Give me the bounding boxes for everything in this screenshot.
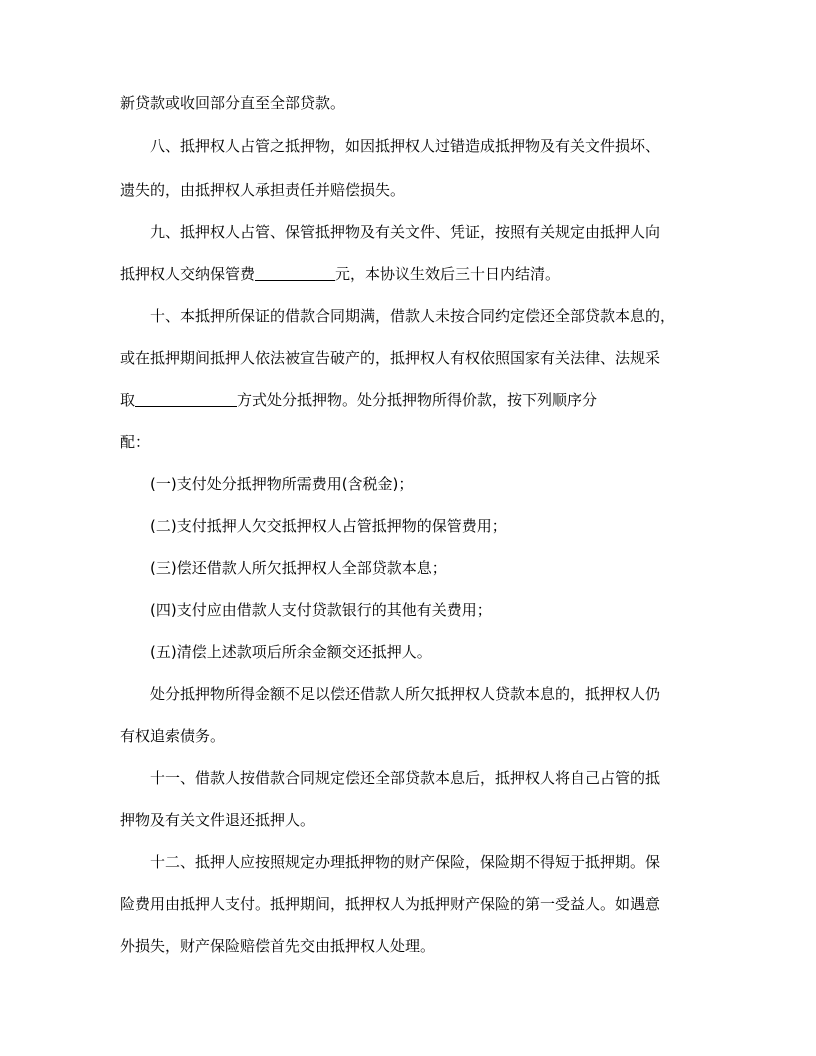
text-line — [120, 264, 700, 284]
text-line: 押物及有关文件退还抵押人。 — [120, 811, 316, 829]
text-line — [120, 390, 700, 410]
text-line: 配： — [120, 433, 151, 451]
text-line: 遗失的，由抵押权人承担责任并赔偿损失。 — [120, 181, 406, 199]
text-line: 十二、抵押人应按照规定办理抵押物的财产保险，保险期不得短于抵押期。保 — [150, 853, 661, 871]
list-item: (一)支付处分抵押物所需费用(含税金)； — [150, 475, 414, 493]
text-line: 九、抵押权人占管、保管抵押物及有关文件、凭证，按照有关规定由抵押人向 — [150, 223, 661, 241]
text-line: 十、本抵押所保证的借款合同期满，借款人未按合同约定偿还全部贷款本息的， — [150, 307, 676, 325]
text-segment: 取 — [120, 391, 136, 409]
text-line: 处分抵押物所得金额不足以偿还借款人所欠抵押权人贷款本息的，抵押权人仍 — [150, 685, 661, 703]
fill-in-blank — [255, 266, 335, 281]
text-segment: 抵押权人交纳保管费 — [120, 265, 256, 283]
text-line: 险费用由抵押人支付。抵押期间，抵押权人为抵押财产保险的第一受益人。如遇意 — [120, 895, 661, 913]
text-line: 或在抵押期间抵押人依法被宣告破产的，抵押权人有权依照国家有关法律、法规采 — [120, 349, 661, 367]
list-item: (二)支付抵押人欠交抵押权人占管抵押物的保管费用； — [150, 517, 507, 535]
list-item: (五)清偿上述款项后所余金额交还抵押人。 — [150, 643, 432, 661]
text-line: 新贷款或收回部分直至全部贷款。 — [120, 94, 346, 112]
text-line: 八、抵押权人占管之抵押物，如因抵押权人过错造成抵押物及有关文件损坏、 — [150, 137, 661, 155]
text-line: 十一、借款人按借款合同规定偿还全部贷款本息后，抵押权人将自己占管的抵 — [150, 769, 661, 787]
text-segment: 方式处分抵押物。处分抵押物所得价款，按下列顺序分 — [237, 391, 598, 409]
text-segment: 元，本协议生效后三十日内结清。 — [335, 265, 561, 283]
list-item: (四)支付应由借款人支付贷款银行的其他有关费用； — [150, 601, 492, 619]
list-item: (三)偿还借款人所欠抵押权人全部贷款本息； — [150, 559, 447, 577]
text-line: 有权追索债务。 — [120, 727, 226, 745]
text-line: 外损失，财产保险赔偿首先交由抵押权人处理。 — [120, 937, 436, 955]
fill-in-blank — [135, 392, 237, 407]
